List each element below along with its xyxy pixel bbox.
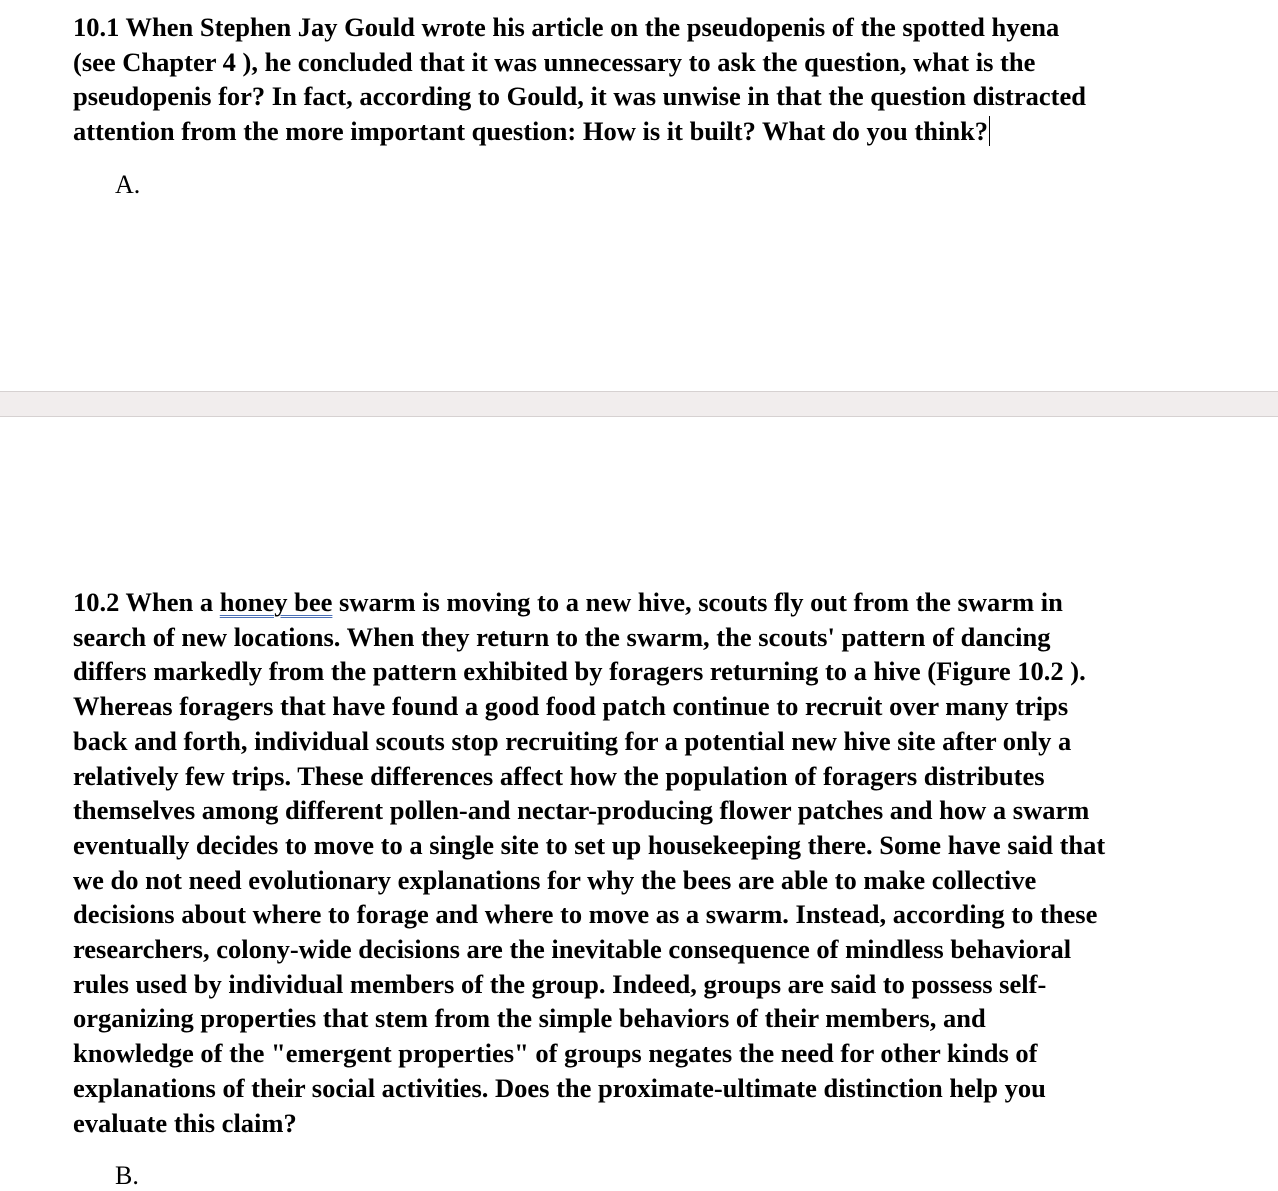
question-10-1-line: 10.1 When Stephen Jay Gould wrote his article on the pseudopenis of the spotted hyena [73, 12, 1060, 42]
honey-bee-link[interactable]: honey bee [219, 587, 333, 617]
question-10-2-line: differs markedly from the pattern exhibited by foragers returning to a hive (Figure 10.2 ). [73, 656, 1086, 687]
question-10-2-line [73, 585, 1173, 620]
question-10-2-line: relatively few trips. These differences affect how the population of foragers distributes [73, 760, 1045, 791]
question-10-2-line: rules used by individual members of the group. Indeed, groups are said to possess self- [73, 968, 1047, 999]
question-10-1-line: pseudopenis for? In fact, according to Gould, it was unwise in that the question distracted [73, 81, 1086, 112]
question-10-2-line: researchers, colony-wide decisions are the inevitable consequence of mindless behavioral [73, 934, 1072, 965]
question-10-1-line [73, 114, 1163, 149]
question-10-2-text-start: 10.2 When a [73, 587, 220, 617]
answer-label-a[interactable]: A. [115, 170, 141, 199]
page-break-separator [0, 391, 1278, 417]
question-10-2-line: Whereas foragers that have found a good food patch continue to recruit over many trips [73, 691, 1069, 722]
question-10-2-line: back and forth, individual scouts stop recruiting for a potential new hive site after only a [73, 725, 1072, 756]
question-10-2-line: knowledge of the "emergent properties" of groups negates the need for other kinds of [73, 1038, 1038, 1069]
text-cursor [989, 116, 990, 146]
question-10-2-line: evaluate this claim? [73, 1107, 297, 1138]
question-10-2-line: search of new locations. When they return to the swarm, the scouts' pattern of dancing [73, 621, 1051, 652]
question-10-2-line: eventually decides to move to a single site to set up housekeeping there. Some have said that [73, 829, 1106, 860]
question-10-2[interactable] [73, 585, 1173, 1140]
question-10-2-line: themselves among different pollen-and nectar-producing flower patches and how a swarm [73, 795, 1090, 826]
answer-label-b[interactable]: B. [115, 1161, 139, 1190]
question-10-1[interactable] [73, 10, 1163, 149]
question-10-2-text-rest: swarm is moving to a new hive, scouts fly out from the swarm in [332, 587, 1063, 617]
question-10-1-line: (see Chapter 4 ), he concluded that it was unnecessary to ask the question, what is the [73, 46, 1036, 77]
question-10-2-line: decisions about where to forage and where to move as a swarm. Instead, according to these [73, 899, 1098, 930]
question-10-2-line: organizing properties that stem from the simple behaviors of their members, and [73, 1003, 986, 1034]
question-10-1-line-text: attention from the more important question: How is it built? What do you think? [73, 116, 989, 147]
question-10-2-line: explanations of their social activities. Does the proximate-ultimate distinction help you [73, 1072, 1046, 1103]
question-10-2-line: we do not need evolutionary explanations for why the bees are able to make collective [73, 864, 1037, 895]
